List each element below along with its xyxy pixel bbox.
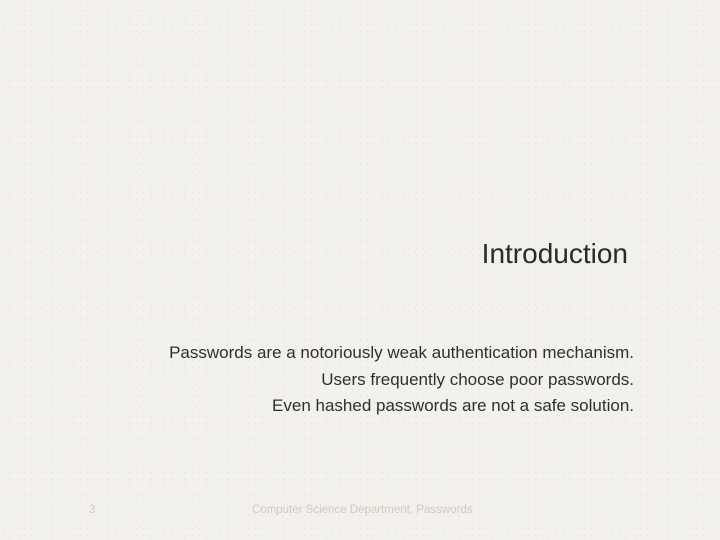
- body-line: Even hashed passwords are not a safe solution.: [272, 396, 634, 415]
- body-line: Passwords are a notoriously weak authentication mechanism.: [169, 343, 634, 362]
- slide-footer: Computer Science Department, Passwords: [252, 504, 473, 516]
- slide-number: 3: [89, 504, 96, 516]
- body-line: Users frequently choose poor passwords.: [321, 369, 634, 389]
- slide-body: [74, 340, 634, 420]
- slide-title: Introduction: [481, 238, 628, 269]
